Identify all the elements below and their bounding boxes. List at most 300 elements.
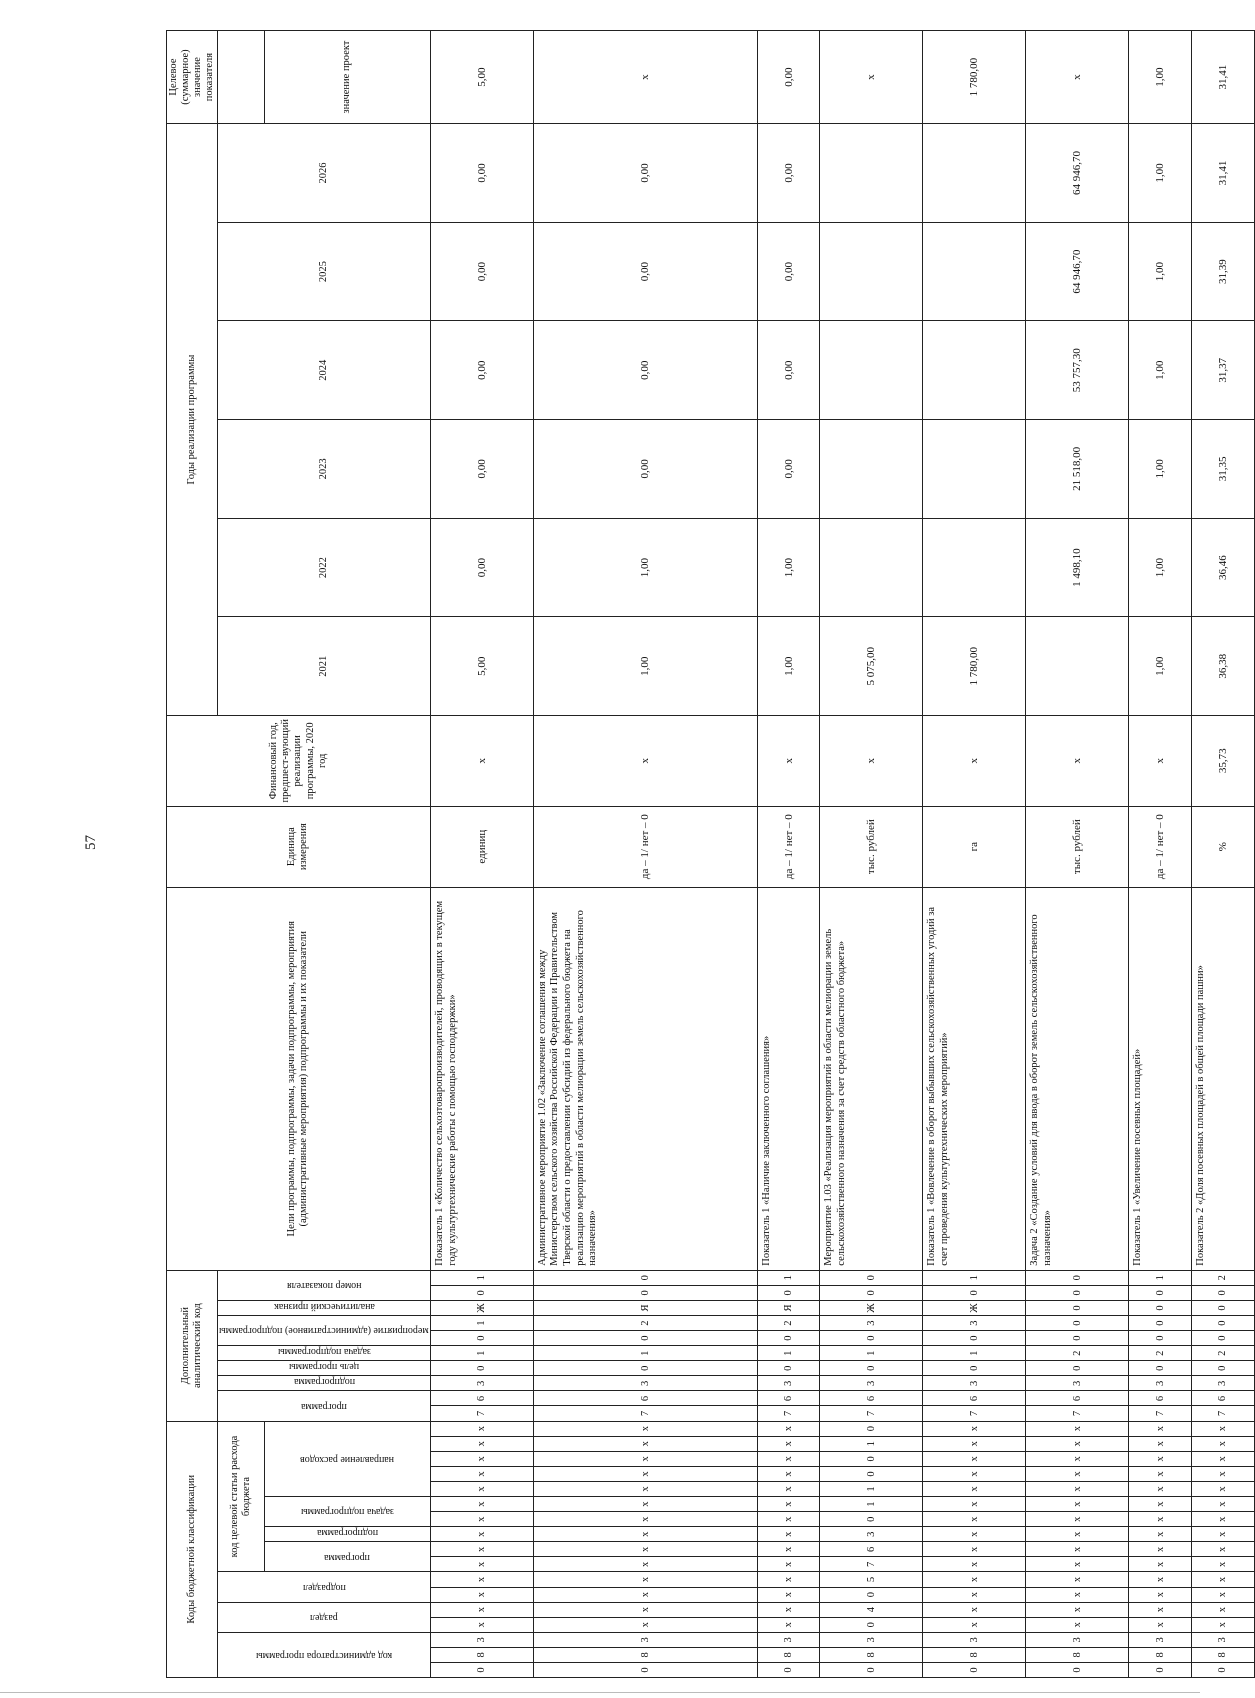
row-year-value: 21 518,00 [1026, 420, 1129, 519]
budget-code-digit: x [1129, 1527, 1192, 1542]
budget-code-digit: x [1191, 1602, 1254, 1617]
row-year-value: 1,00 [1129, 617, 1192, 716]
budget-code-digit: x [1129, 1542, 1192, 1557]
row-year-value: 64 946,70 [1026, 124, 1129, 223]
budget-code-digit: 0 [820, 1587, 923, 1602]
row-year-value: 0,00 [533, 321, 757, 420]
extra-code-digit: 3 [757, 1376, 820, 1391]
header-target-sub2 [264, 31, 430, 124]
budget-code-digit: x [1026, 1436, 1129, 1451]
extra-code-digit: 7 [533, 1406, 757, 1421]
budget-code-digit: x [757, 1497, 820, 1512]
row-unit: да – 1/ нет – 0 [757, 806, 820, 887]
budget-code-digit: x [1129, 1451, 1192, 1466]
budget-code-digit: x [1026, 1572, 1129, 1587]
budget-code-digit: x [1129, 1602, 1192, 1617]
row-target: x [820, 31, 923, 124]
budget-code-digit: 3 [757, 1632, 820, 1647]
header-section-label: раздел [310, 1611, 338, 1623]
budget-code-digit: 0 [1026, 1662, 1129, 1677]
header-base-year: Финансовый год, предшест-вующий реализации программы, 2020 год [167, 716, 431, 807]
row-year-value: 36,46 [1191, 518, 1254, 617]
extra-code-digit: 6 [1129, 1391, 1192, 1406]
table-row [430, 31, 533, 1678]
budget-code-digit: x [533, 1451, 757, 1466]
row-year-value: 53 757,30 [1026, 321, 1129, 420]
header-x-activity [218, 1316, 431, 1346]
row-name: Административное мероприятие 1.02 «Заключение соглашения между Министерством сельского хозяйства Российской Федерации и Правительством Тверской области о предоставлении субсидий из федерального бюджета на реализацию мероприятий в области мелиорации земель сельскохозяйственного назначения» [533, 887, 757, 1270]
row-year-value: 1,00 [1129, 124, 1192, 223]
budget-code-digit: x [923, 1466, 1026, 1481]
row-year-value: 1,00 [757, 617, 820, 716]
budget-code-digit: x [1129, 1617, 1192, 1632]
row-year-value: 1 498,10 [1026, 518, 1129, 617]
budget-code-digit: 0 [820, 1617, 923, 1632]
row-base-year: x [1129, 716, 1192, 807]
row-year-value: 0,00 [757, 124, 820, 223]
row-year-value: 31,37 [1191, 321, 1254, 420]
extra-code-digit: 0 [430, 1285, 533, 1300]
extra-code-digit: 7 [1026, 1406, 1129, 1421]
header-year-2024-label: 2024 [318, 359, 330, 381]
budget-code-digit: x [430, 1466, 533, 1481]
row-name: Показатель 1 «Количество сельхозтоваропроизводителей, проводящих в текущем году культуртехнические работы с помощью господдержки» [430, 887, 533, 1270]
budget-code-digit: x [533, 1617, 757, 1632]
table-row [923, 31, 1026, 1678]
extra-code-digit: 0 [757, 1331, 820, 1346]
budget-code-digit: x [430, 1527, 533, 1542]
row-name: Показатель 1 «Вовлечение в оборот выбывших сельскохозяйственных угодий за счет проведения культуртехнических мероприятий» [923, 887, 1026, 1270]
header-admin [218, 1632, 431, 1677]
budget-code-digit: 0 [533, 1662, 757, 1677]
extra-code-digit: 7 [1191, 1406, 1254, 1421]
row-name: Мероприятие 1.03 «Реализация мероприятий в области мелиорации земель сельскохозяйственного назначения за счет средств областного бюджета» [820, 887, 923, 1270]
budget-code-digit: x [1026, 1542, 1129, 1557]
budget-code-digit: x [533, 1542, 757, 1557]
budget-code-digit: 3 [820, 1632, 923, 1647]
budget-code-digit: x [757, 1527, 820, 1542]
row-year-value: 0,00 [533, 420, 757, 519]
extra-code-digit: 0 [820, 1361, 923, 1376]
budget-code-digit: x [1026, 1466, 1129, 1481]
row-year-value: 0,00 [430, 321, 533, 420]
row-year-value: 0,00 [757, 321, 820, 420]
extra-code-digit: 2 [1191, 1270, 1254, 1285]
budget-code-digit: x [757, 1421, 820, 1436]
budget-code-digit: x [1191, 1421, 1254, 1436]
header-year-2022-label: 2022 [318, 557, 330, 579]
row-year-value: 1,00 [757, 518, 820, 617]
row-year-value [1026, 617, 1129, 716]
header-year-2026 [218, 124, 431, 223]
budget-code-digit: x [430, 1481, 533, 1496]
budget-code-digit: 8 [533, 1647, 757, 1662]
budget-code-digit: x [1191, 1451, 1254, 1466]
budget-code-digit: x [1191, 1466, 1254, 1481]
header-x-program-label: программа [301, 1400, 348, 1412]
row-year-value: 0,00 [430, 518, 533, 617]
row-base-year: x [1026, 716, 1129, 807]
extra-code-digit: 0 [1026, 1331, 1129, 1346]
budget-code-digit: x [430, 1497, 533, 1512]
budget-code-digit: 3 [820, 1527, 923, 1542]
row-year-value [923, 420, 1026, 519]
extra-code-digit: 6 [923, 1391, 1026, 1406]
budget-code-digit: 1 [820, 1436, 923, 1451]
budget-code-digit: 3 [1191, 1632, 1254, 1647]
budget-code-digit: 3 [1026, 1632, 1129, 1647]
budget-code-digit: 0 [820, 1421, 923, 1436]
extra-code-digit: 0 [533, 1285, 757, 1300]
budget-code-digit: 7 [820, 1557, 923, 1572]
header-x-indicator [218, 1270, 431, 1300]
extra-code-digit: 3 [533, 1376, 757, 1391]
row-target: 0,00 [757, 31, 820, 124]
extra-code-digit: 1 [430, 1346, 533, 1361]
extra-code-digit: 0 [923, 1285, 1026, 1300]
extra-code-digit: 3 [820, 1316, 923, 1331]
row-unit: % [1191, 806, 1254, 887]
extra-code-digit: 6 [1191, 1391, 1254, 1406]
extra-code-digit: Я [533, 1300, 757, 1315]
extra-code-digit: 3 [430, 1376, 533, 1391]
budget-code-digit: 1 [820, 1497, 923, 1512]
table-row [1191, 31, 1254, 1678]
budget-code-digit: x [1129, 1512, 1192, 1527]
row-year-value: 31,41 [1191, 124, 1254, 223]
header-years-group: Годы реализации программы [167, 124, 218, 716]
extra-code-digit: 0 [1129, 1331, 1192, 1346]
extra-code-digit: 6 [757, 1391, 820, 1406]
budget-code-digit: x [1026, 1481, 1129, 1496]
extra-code-digit: 3 [820, 1376, 923, 1391]
budget-code-digit: x [757, 1602, 820, 1617]
row-unit: тыс. рублей [820, 806, 923, 887]
extra-code-digit: 7 [430, 1406, 533, 1421]
extra-code-digit: 0 [820, 1331, 923, 1346]
header-year-2021 [218, 617, 431, 716]
budget-code-digit: x [533, 1512, 757, 1527]
row-year-value: 0,00 [533, 124, 757, 223]
row-target: x [533, 31, 757, 124]
budget-code-digit: x [1191, 1512, 1254, 1527]
extra-code-digit: Ж [923, 1300, 1026, 1315]
row-year-value [820, 222, 923, 321]
row-year-value: 0,00 [533, 222, 757, 321]
extra-code-digit: 0 [757, 1285, 820, 1300]
budget-code-digit: x [533, 1421, 757, 1436]
budget-code-digit: x [533, 1557, 757, 1572]
extra-code-digit: 1 [923, 1346, 1026, 1361]
budget-code-digit: x [430, 1542, 533, 1557]
budget-code-digit: 0 [820, 1451, 923, 1466]
budget-code-digit: x [923, 1451, 1026, 1466]
extra-code-digit: 1 [1129, 1270, 1192, 1285]
budget-code-digit: x [1191, 1572, 1254, 1587]
budget-code-digit: 5 [820, 1572, 923, 1587]
header-program-label: программа [324, 1551, 371, 1563]
budget-code-digit: x [757, 1587, 820, 1602]
extra-code-digit: 0 [1129, 1285, 1192, 1300]
extra-code-digit: 0 [1129, 1316, 1192, 1331]
row-year-value: 0,00 [757, 420, 820, 519]
table-row [820, 31, 923, 1678]
budget-code-digit: x [1026, 1617, 1129, 1632]
header-year-2026-label: 2026 [318, 162, 330, 184]
program-indicators-table [166, 30, 1255, 1678]
budget-code-digit: x [533, 1587, 757, 1602]
budget-code-digit: x [1129, 1481, 1192, 1496]
header-year-2023-label: 2023 [318, 458, 330, 480]
header-target-sub2-label: значение проект [341, 40, 353, 114]
header-year-2023 [218, 420, 431, 519]
budget-code-digit: x [533, 1481, 757, 1496]
budget-code-digit: x [1129, 1557, 1192, 1572]
budget-code-digit: x [1129, 1436, 1192, 1451]
extra-code-digit: 7 [757, 1406, 820, 1421]
extra-code-digit: 6 [1026, 1391, 1129, 1406]
budget-code-digit: x [923, 1617, 1026, 1632]
table-row [1129, 31, 1192, 1678]
header-x-sign-label: аналитический признак [273, 1301, 375, 1313]
budget-code-digit: x [533, 1466, 757, 1481]
row-base-year: x [820, 716, 923, 807]
header-x-subprogram [218, 1376, 431, 1391]
extra-code-digit: 0 [1026, 1285, 1129, 1300]
header-subprogram-label: подпрограмма [316, 1527, 378, 1539]
header-year-2025 [218, 222, 431, 321]
budget-code-digit: 8 [1129, 1647, 1192, 1662]
budget-code-digit: x [923, 1497, 1026, 1512]
header-x-program [218, 1391, 431, 1421]
budget-code-digit: 6 [820, 1542, 923, 1557]
budget-code-digit: x [1191, 1481, 1254, 1496]
extra-code-digit: 1 [430, 1316, 533, 1331]
header-target-article [218, 1421, 264, 1572]
extra-code-digit: 0 [1191, 1361, 1254, 1376]
scan-edge-line [0, 1692, 1200, 1693]
row-year-value [820, 420, 923, 519]
budget-code-digit: x [1191, 1617, 1254, 1632]
extra-code-digit: 1 [430, 1270, 533, 1285]
row-unit: единиц [430, 806, 533, 887]
extra-code-digit: 0 [923, 1361, 1026, 1376]
row-target: 1,00 [1129, 31, 1192, 124]
extra-code-digit: 7 [820, 1406, 923, 1421]
extra-code-digit: 3 [923, 1376, 1026, 1391]
row-year-value: 31,39 [1191, 222, 1254, 321]
budget-code-digit: x [923, 1602, 1026, 1617]
budget-code-digit: x [430, 1557, 533, 1572]
row-unit: да – 1/ нет – 0 [1129, 806, 1192, 887]
budget-code-digit: 0 [757, 1662, 820, 1677]
row-base-year: x [757, 716, 820, 807]
row-year-value: 0,00 [430, 124, 533, 223]
budget-code-digit: x [1026, 1421, 1129, 1436]
budget-code-digit: x [533, 1527, 757, 1542]
budget-code-digit: 8 [757, 1647, 820, 1662]
header-subsection [218, 1572, 431, 1602]
extra-code-digit: 0 [1026, 1361, 1129, 1376]
row-year-value: 0,00 [430, 222, 533, 321]
budget-code-digit: x [1026, 1557, 1129, 1572]
budget-code-digit: x [430, 1421, 533, 1436]
row-year-value: 1,00 [533, 518, 757, 617]
extra-code-digit: 0 [923, 1331, 1026, 1346]
header-admin-label: код администратора программы [256, 1649, 393, 1661]
header-subprogram [264, 1527, 430, 1542]
budget-code-digit: x [1191, 1542, 1254, 1557]
budget-code-digit: x [533, 1436, 757, 1451]
budget-code-digit: 0 [820, 1512, 923, 1527]
header-row-1 [167, 31, 218, 1678]
header-extra-code: Дополнительный аналитический код [167, 1270, 218, 1421]
row-name: Показатель 2 «Доля посевных площадей в общей площади пашни» [1191, 887, 1254, 1270]
budget-code-digit: x [430, 1587, 533, 1602]
budget-code-digit: x [1191, 1527, 1254, 1542]
extra-code-digit: 7 [1129, 1406, 1192, 1421]
budget-code-digit: 0 [1191, 1662, 1254, 1677]
budget-code-digit: 0 [923, 1662, 1026, 1677]
budget-code-digit: x [1191, 1497, 1254, 1512]
page-number: 57 [83, 835, 99, 850]
budget-code-digit: 3 [430, 1632, 533, 1647]
extra-code-digit: 0 [1191, 1285, 1254, 1300]
extra-code-digit: 1 [757, 1346, 820, 1361]
budget-code-digit: x [923, 1542, 1026, 1557]
budget-code-digit: 0 [820, 1466, 923, 1481]
budget-code-digit: 8 [820, 1647, 923, 1662]
extra-code-digit: 0 [1026, 1316, 1129, 1331]
budget-code-digit: x [1129, 1421, 1192, 1436]
budget-code-digit: 3 [533, 1632, 757, 1647]
budget-code-digit: x [430, 1602, 533, 1617]
budget-code-digit: x [430, 1617, 533, 1632]
budget-code-digit: x [533, 1572, 757, 1587]
extra-code-digit: Я [757, 1300, 820, 1315]
budget-code-digit: x [757, 1436, 820, 1451]
budget-code-digit: x [533, 1497, 757, 1512]
header-x-goal [218, 1361, 431, 1376]
budget-code-digit: 1 [820, 1481, 923, 1496]
header-x-subprogram-label: подпрограмма [293, 1376, 355, 1388]
header-task-label: задача подпрограммы [300, 1506, 394, 1518]
row-target: 1 780,00 [923, 31, 1026, 124]
budget-code-digit: x [533, 1602, 757, 1617]
extra-code-digit: 0 [1026, 1300, 1129, 1315]
budget-code-digit: 8 [1191, 1647, 1254, 1662]
row-base-year: x [533, 716, 757, 807]
header-direction [264, 1421, 430, 1497]
row-year-value: 1,00 [1129, 518, 1192, 617]
header-name: Цели программы, подпрограммы, задачи подпрограммы, мероприятия (административные мероприятия) подпрограммы и их показатели [167, 887, 431, 1270]
row-name: Показатель 1 «Наличие заключенного соглашения» [757, 887, 820, 1270]
row-year-value: 1,00 [533, 617, 757, 716]
extra-code-digit: 3 [1026, 1376, 1129, 1391]
extra-code-digit: 0 [533, 1270, 757, 1285]
header-program [264, 1542, 430, 1572]
extra-code-digit: 0 [820, 1270, 923, 1285]
budget-code-digit: x [923, 1421, 1026, 1436]
row-year-value: 5,00 [430, 617, 533, 716]
row-unit: тыс. рублей [1026, 806, 1129, 887]
budget-code-digit: x [1026, 1587, 1129, 1602]
budget-code-digit: x [757, 1572, 820, 1587]
extra-code-digit: 0 [757, 1361, 820, 1376]
header-section [218, 1602, 431, 1632]
header-target-article-label: код целевой статьи расхода бюджета [228, 1435, 252, 1558]
extra-code-digit: 6 [533, 1391, 757, 1406]
table-row [757, 31, 820, 1678]
extra-code-digit: 0 [1129, 1300, 1192, 1315]
row-name: Задача 2 «Создание условий для ввода в оборот земель сельскохозяйственного назначения» [1026, 887, 1129, 1270]
extra-code-digit: 1 [533, 1346, 757, 1361]
budget-code-digit: x [1129, 1466, 1192, 1481]
program-table-sheet [166, 30, 1229, 1678]
row-target: x [1026, 31, 1129, 124]
row-year-value: 1,00 [1129, 420, 1192, 519]
budget-code-digit: x [430, 1512, 533, 1527]
budget-code-digit: x [1026, 1527, 1129, 1542]
budget-code-digit: 8 [1026, 1647, 1129, 1662]
row-year-value: 5 075,00 [820, 617, 923, 716]
row-year-value: 1,00 [1129, 321, 1192, 420]
budget-code-digit: x [757, 1617, 820, 1632]
budget-code-digit: x [757, 1512, 820, 1527]
budget-code-digit: 3 [1129, 1632, 1192, 1647]
extra-code-digit: 2 [757, 1316, 820, 1331]
budget-code-digit: x [1191, 1436, 1254, 1451]
budget-code-digit: x [1026, 1497, 1129, 1512]
budget-code-digit: x [1129, 1497, 1192, 1512]
budget-code-digit: x [757, 1557, 820, 1572]
budget-code-digit: x [757, 1481, 820, 1496]
row-name: Показатель 1 «Увеличение посевных площадей» [1129, 887, 1192, 1270]
header-x-activity-label: мероприятие (административное) подпрограммы [219, 1325, 429, 1337]
row-year-value: 36,38 [1191, 617, 1254, 716]
header-x-goal-label: цель программы [289, 1361, 360, 1373]
budget-code-digit: x [757, 1542, 820, 1557]
row-base-year: 35,73 [1191, 716, 1254, 807]
table-row [533, 31, 757, 1678]
row-year-value: 0,00 [757, 222, 820, 321]
header-year-2021-label: 2021 [318, 655, 330, 677]
budget-code-digit: x [1026, 1602, 1129, 1617]
row-year-value [923, 124, 1026, 223]
budget-code-digit: 0 [1129, 1662, 1192, 1677]
row-base-year: x [923, 716, 1026, 807]
extra-code-digit: 6 [430, 1391, 533, 1406]
budget-code-digit: x [1129, 1587, 1192, 1602]
extra-code-digit: 0 [533, 1331, 757, 1346]
extra-code-digit: 2 [533, 1316, 757, 1331]
extra-code-digit: Ж [430, 1300, 533, 1315]
row-unit: га [923, 806, 1026, 887]
row-year-value: 1 780,00 [923, 617, 1026, 716]
extra-code-digit: 0 [533, 1361, 757, 1376]
header-unit: Единица измерения [167, 806, 431, 887]
row-year-value [820, 518, 923, 617]
row-year-value [923, 222, 1026, 321]
budget-code-digit: 4 [820, 1602, 923, 1617]
budget-code-digit: x [1191, 1557, 1254, 1572]
row-year-value: 1,00 [1129, 222, 1192, 321]
extra-code-digit: 1 [820, 1346, 923, 1361]
budget-code-digit: x [923, 1481, 1026, 1496]
budget-code-digit: 0 [430, 1662, 533, 1677]
row-year-value: 0,00 [430, 420, 533, 519]
extra-code-digit: 0 [820, 1285, 923, 1300]
